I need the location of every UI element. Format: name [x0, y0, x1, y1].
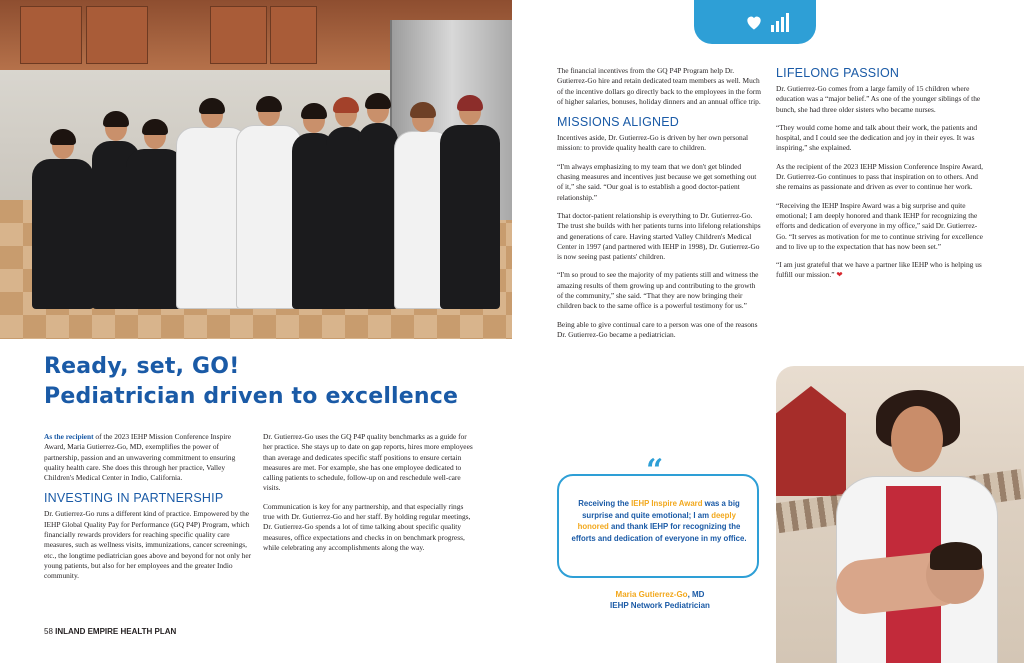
staff-group-photo — [0, 0, 512, 339]
heart-icon — [744, 12, 764, 32]
quote-highlight-2: deeply honored — [577, 510, 736, 531]
missions-paragraph-4: “I'm so proud to see the majority of my patients still and witness the amazing results of them growing up and contributing to the growth of the community,” she said. “That they are now bringing their children back to the same office is a powerful testimony for us.” — [557, 270, 759, 311]
missions-paragraph-3: That doctor-patient relationship is everything to Dr. Gutierrez-Go. The trust she builds with her patients turns into lifelong relationships and generations of care. Having started Valley Children's Medical Center in 1997 (and partnered with IEHP in 1998), Dr. Gutierrez-Go is now seeing past patients' children. — [557, 210, 761, 262]
lifelong-paragraph-3: As the recipient of the 2023 IEHP Mission Conference Inspire Award, Dr. Gutierrez-Go continues to pass that inspiration on to others. And she remains as passionate and driven as ever to continue her work. — [776, 161, 983, 192]
intro-text: of the 2023 IEHP Mission Conference Inspire Award, Maria Gutierrez-Go, MD, exemplifies the power of partnership, passion and an unwavering commitment to ensuring quality health care. She does this through her practice, Valley Children's Medical Center in Indio, California. — [44, 432, 236, 483]
left-column-2 — [263, 432, 475, 561]
lifelong-paragraph-1: Dr. Gutierrez-Go comes from a large family of 15 children where education was a “major belief.” As one of the younger siblings of the bunch, she had three older sisters who became nurses. — [776, 84, 981, 114]
quote-part-2: was a big surprise and quite emotional; I am — [582, 499, 740, 520]
quote-part-1: Receiving the — [578, 499, 632, 508]
investing-heading: INVESTING IN PARTNERSHIP — [44, 491, 224, 506]
title-line-2: Pediatrician driven to excellence — [44, 384, 459, 409]
heart-inline-icon: ❤ — [836, 270, 843, 280]
lifelong-paragraph-2: “They would come home and talk about their work, the patients and hospital, and I could see the dedication and joy in their eyes. It was inspiring,” she explained. — [776, 122, 978, 153]
quote-part-3: and thank IEHP for recognizing the efforts and dedication of everyone in my office. — [571, 522, 747, 543]
right-column-2 — [776, 66, 984, 289]
intro-paragraph — [44, 432, 252, 483]
bar-chart-icon — [771, 13, 789, 32]
quote-author-name: Maria Gutierrez-Go — [615, 590, 688, 599]
quote-attribution — [560, 589, 760, 611]
doctor-with-baby-photo — [776, 366, 1024, 663]
missions-paragraph-2: “I'm always emphasizing to my team that we don't get blinded chasing measures and incentives just because we get something out of it,” she said. “Our goal is to establish a good doctor-patient relationship.” — [557, 161, 757, 202]
page-number: 58 — [44, 627, 53, 636]
quote-author-credential: , MD — [687, 590, 705, 599]
lifelong-closing-text: “I am just grateful that we have a partner like IEHP who is helping us fulfill our mission.” — [776, 260, 982, 280]
lifelong-heading: LIFELONG PASSION — [776, 66, 900, 80]
quote-mark-icon: “ — [646, 453, 664, 488]
incentives-paragraph: The financial incentives from the GQ P4P Program help Dr. Gutierrez-Go hire and retain dedicated team members as well. Much of the incentive dollars go directly back to the employees in the form of higher salaries, bonuses, holiday dinners and an annual office trip. — [557, 66, 762, 106]
missions-paragraph-1: Incentives aside, Dr. Gutierrez-Go is driven by her own personal mission: to provide quality health care to children. — [557, 133, 749, 153]
left-column-1 — [44, 432, 252, 590]
publication-name: INLAND EMPIRE HEALTH PLAN — [55, 627, 177, 636]
missions-paragraph-5: Being able to give continual care to a person was one of the reasons Dr. Gutierrez-Go became a pediatrician. — [557, 319, 758, 339]
lifelong-paragraph-5 — [776, 260, 984, 281]
intro-lead: As the recipient — [44, 432, 94, 441]
pull-quote-text — [566, 498, 752, 544]
lifelong-paragraph-4: “Receiving the IEHP Inspire Award was a big surprise and quite emotional; I am deeply honored and thank IEHP for recognizing the efforts and dedication of everyone in my office,” said Dr. Gutierrez-Go. “It serves as motivation for me to continue striving for excellence and to live up to the expectation that has now been set.” — [776, 200, 983, 251]
col2-paragraph-2: Communication is key for any partnership, and that especially rings true with Dr. Gutierrez-Go and her staff. By holding regular meetings, Dr. Gutierrez-Go spends a lot of time talking about specific quality measures, office expectations and checks in on benchmark progress, while celebrating any accomplishments along the way. — [263, 501, 471, 552]
investing-paragraph: Dr. Gutierrez-Go runs a different kind of practice. Empowered by the IEHP Global Quality Pay for Performance (GQ P4P) Program, which financially rewards providers for reaching specific quality care measures, such as wellness visits, immunizations, cancer screenings, etc., the longtime pediatrician goes above and beyond for not only her young patients, but also for her employees and the greater Indio community. — [44, 509, 252, 581]
quote-author-role: IEHP Network Pediatrician — [610, 601, 710, 610]
col2-paragraph-1: Dr. Gutierrez-Go uses the GQ P4P quality benchmarks as a guide for her practice. She stays up to date on gap reports, hires more employees than average and dedicates specific staff positions to ensure certain measures are met. For example, she has one employee dedicated to calling patients to schedule, follow-up on and reschedule well-care visits. — [263, 432, 473, 493]
article-title — [44, 352, 458, 412]
missions-heading: MISSIONS ALIGNED — [557, 115, 679, 130]
right-column-1 — [557, 66, 761, 348]
title-line-1: Ready, set, GO! — [44, 354, 240, 379]
page-footer — [44, 627, 176, 636]
quote-highlight-1: IEHP Inspire Award — [631, 499, 703, 508]
